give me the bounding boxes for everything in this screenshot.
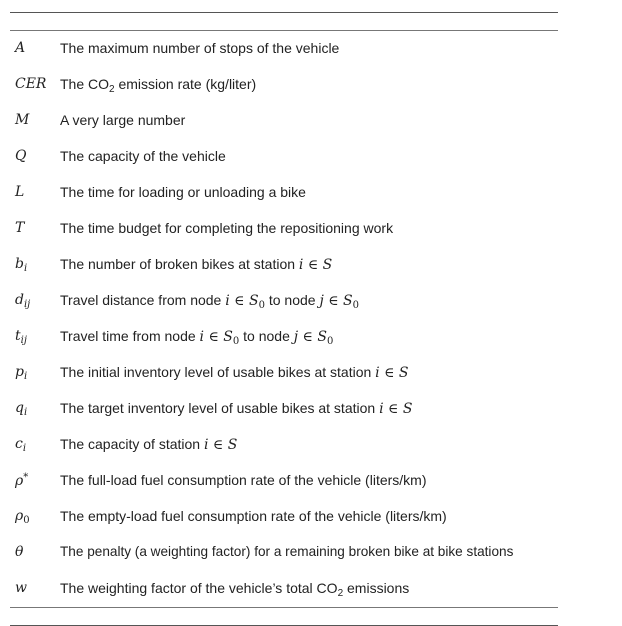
table-row xyxy=(0,256,620,292)
table-row xyxy=(0,508,620,544)
symbol: A xyxy=(15,40,26,56)
description: The $CO_2$ emission rate (kg/liter) xyxy=(60,76,257,95)
symbol: $d_{ij}$ xyxy=(15,292,31,310)
description: The capacity of station i ∈ S xyxy=(60,436,238,453)
symbol: $c_i$ xyxy=(15,436,27,454)
symbol: $t_{ij}$ xyxy=(15,328,27,346)
table-row xyxy=(0,40,620,76)
symbol: $\rho_0$ xyxy=(15,508,30,526)
symbol: M xyxy=(15,112,30,128)
table-row xyxy=(0,364,620,400)
symbol: CER xyxy=(15,76,47,92)
symbol: Q xyxy=(15,148,27,164)
description: The penalty (a weighting factor) for a remaining broken bike at bike stations xyxy=(60,544,514,559)
symbol: T xyxy=(15,220,25,236)
description: The number of broken bikes at station i ∈ S xyxy=(60,256,333,273)
description: The weighting factor of the vehicle’s total $CO_2$ emissions xyxy=(60,580,410,599)
table-row xyxy=(0,544,620,580)
description: The capacity of the vehicle xyxy=(60,148,226,164)
description: The initial inventory level of usable bikes at station i ∈ S xyxy=(60,364,409,381)
top-rule-thick xyxy=(10,12,558,13)
table-row xyxy=(0,220,620,256)
description: The full-load fuel consumption rate of the vehicle (liters/km) xyxy=(60,472,427,488)
description: The time budget for completing the repositioning work xyxy=(60,220,394,236)
table-row xyxy=(0,580,620,616)
description: The target inventory level of usable bikes at station i ∈ S xyxy=(60,400,413,417)
symbol: $p_i$ xyxy=(15,364,28,382)
description: A very large number xyxy=(60,112,186,128)
table-row xyxy=(0,184,620,220)
symbol: ρ* xyxy=(15,472,29,489)
table-row xyxy=(0,292,620,328)
description: Travel distance from node i ∈ $S_0$ to node j ∈ $S_0$ xyxy=(60,292,360,311)
symbol: w xyxy=(15,580,27,596)
symbol: L xyxy=(15,184,25,200)
description: The time for loading or unloading a bike xyxy=(60,184,306,200)
symbol: $q_i$ xyxy=(15,400,28,418)
table-row xyxy=(0,472,620,508)
table-row xyxy=(0,436,620,472)
bottom-rule-thin xyxy=(10,607,558,608)
description: The maximum number of stops of the vehicle xyxy=(60,40,340,56)
table-row xyxy=(0,148,620,184)
table-row xyxy=(0,112,620,148)
symbol: θ xyxy=(15,544,24,560)
symbol: $b_i$ xyxy=(15,256,28,274)
table-row xyxy=(0,328,620,364)
description: Travel time from node i ∈ $S_0$ to node j ∈ $S_0$ xyxy=(60,328,334,347)
table-row xyxy=(0,76,620,112)
table-row xyxy=(0,400,620,436)
description: The empty-load fuel consumption rate of the vehicle (liters/km) xyxy=(60,508,447,524)
top-rule-thin xyxy=(10,30,558,31)
